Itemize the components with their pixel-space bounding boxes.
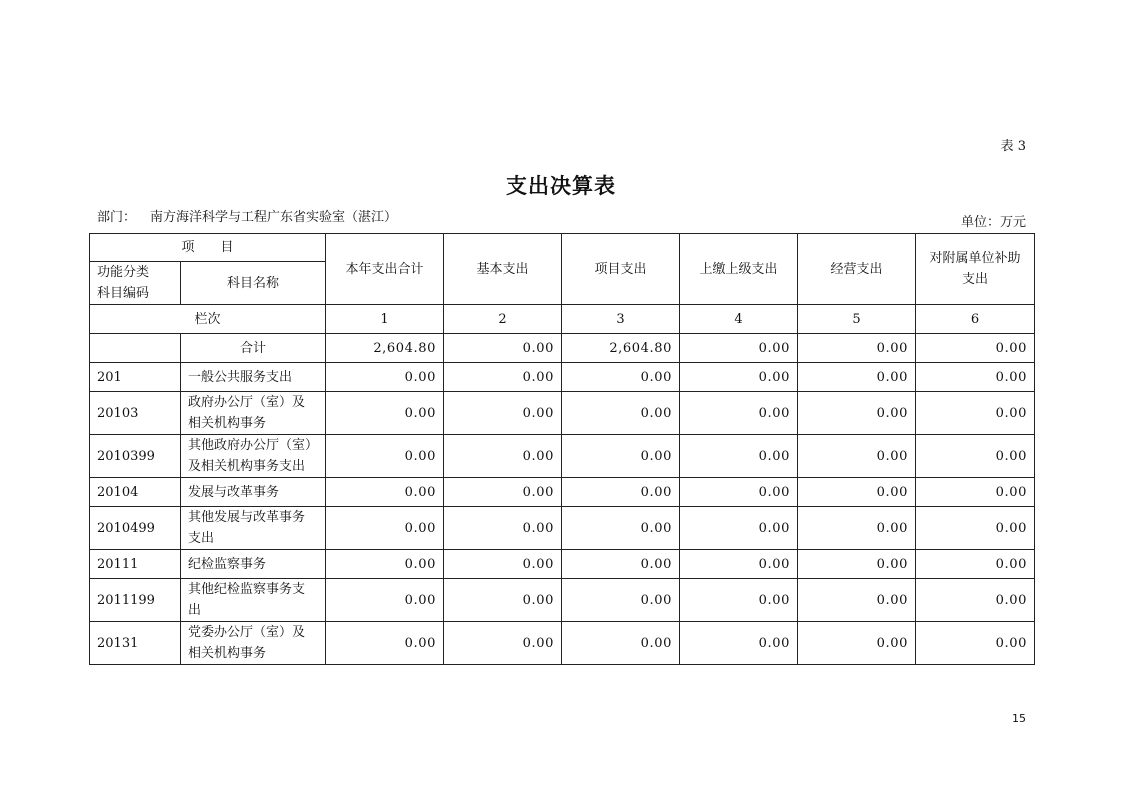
row-value: 0.00 (562, 435, 680, 478)
column-number: 5 (798, 305, 916, 334)
row-value: 0.00 (680, 550, 798, 579)
row-subject-name: 其他发展与改革事务 支出 (181, 507, 326, 550)
row-value: 0.00 (562, 550, 680, 579)
row-value: 0.00 (326, 579, 444, 622)
row-value: 0.00 (444, 550, 562, 579)
row-value: 0.00 (680, 622, 798, 665)
table-row (90, 363, 1035, 392)
header-col: 对附属单位补助 支出 (916, 234, 1035, 305)
row-value: 0.00 (798, 507, 916, 550)
header-col: 本年支出合计 (326, 234, 444, 305)
row-value: 0.00 (562, 579, 680, 622)
row-value: 0.00 (326, 363, 444, 392)
total-value: 2,604.80 (562, 334, 680, 363)
column-number: 4 (680, 305, 798, 334)
header-col: 上缴上级支出 (680, 234, 798, 305)
department-name: 南方海洋科学与工程广东省实验室（湛江） (150, 210, 398, 225)
row-code: 20111 (90, 550, 181, 579)
header-col: 基本支出 (444, 234, 562, 305)
row-subject-name: 发展与改革事务 (181, 478, 326, 507)
table-row (90, 435, 1035, 478)
department-line (97, 206, 397, 225)
column-number: 6 (916, 305, 1035, 334)
row-value: 0.00 (326, 550, 444, 579)
row-value: 0.00 (680, 579, 798, 622)
row-value: 0.00 (916, 622, 1035, 665)
row-value: 0.00 (444, 622, 562, 665)
row-code: 201 (90, 363, 181, 392)
row-value: 0.00 (326, 435, 444, 478)
header-row-1 (90, 234, 1035, 262)
row-value: 0.00 (562, 392, 680, 435)
row-value: 0.00 (326, 622, 444, 665)
table-row (90, 579, 1035, 622)
row-value: 0.00 (916, 363, 1035, 392)
row-value: 0.00 (444, 579, 562, 622)
header-func-code: 功能分类 科目编码 (90, 262, 181, 305)
row-subject-name: 政府办公厅（室）及 相关机构事务 (181, 392, 326, 435)
page-number: 15 (1012, 712, 1026, 725)
total-code-cell (90, 334, 181, 363)
row-subject-name: 纪检监察事务 (181, 550, 326, 579)
row-code: 2010399 (90, 435, 181, 478)
row-value: 0.00 (798, 579, 916, 622)
column-number: 2 (444, 305, 562, 334)
row-code: 2011199 (90, 579, 181, 622)
row-value: 0.00 (326, 478, 444, 507)
row-code: 20103 (90, 392, 181, 435)
header-col: 经营支出 (798, 234, 916, 305)
row-subject-name: 党委办公厅（室）及 相关机构事务 (181, 622, 326, 665)
row-code: 20131 (90, 622, 181, 665)
row-value: 0.00 (680, 392, 798, 435)
header-col: 项目支出 (562, 234, 680, 305)
column-number: 1 (326, 305, 444, 334)
row-value: 0.00 (680, 507, 798, 550)
row-value: 0.00 (326, 507, 444, 550)
row-value: 0.00 (680, 478, 798, 507)
row-value: 0.00 (444, 363, 562, 392)
department-label: 部门： (97, 210, 137, 225)
row-value: 0.00 (798, 435, 916, 478)
total-label: 合计 (181, 334, 326, 363)
row-value: 0.00 (798, 550, 916, 579)
row-value: 0.00 (562, 478, 680, 507)
row-value: 0.00 (916, 507, 1035, 550)
row-value: 0.00 (916, 478, 1035, 507)
table-row (90, 478, 1035, 507)
total-value: 0.00 (916, 334, 1035, 363)
unit-label: 单位：万元 (960, 215, 1026, 230)
total-value: 0.00 (680, 334, 798, 363)
column-number: 3 (562, 305, 680, 334)
row-value: 0.00 (798, 478, 916, 507)
row-value: 0.00 (798, 392, 916, 435)
page-title: 支出决算表 (506, 173, 616, 198)
row-value: 0.00 (444, 392, 562, 435)
table-row (90, 550, 1035, 579)
row-value: 0.00 (798, 622, 916, 665)
row-value: 0.00 (916, 579, 1035, 622)
table-number: 表 3 (1000, 139, 1026, 154)
row-subject-name: 其他政府办公厅（室） 及相关机构事务支出 (181, 435, 326, 478)
row-value: 0.00 (916, 550, 1035, 579)
total-value: 0.00 (798, 334, 916, 363)
row-value: 0.00 (680, 435, 798, 478)
row-value: 0.00 (444, 435, 562, 478)
row-subject-name: 其他纪检监察事务支 出 (181, 579, 326, 622)
row-value: 0.00 (326, 392, 444, 435)
column-index-row (90, 305, 1035, 334)
row-value: 0.00 (562, 507, 680, 550)
row-value: 0.00 (562, 363, 680, 392)
expense-table (89, 233, 1035, 665)
row-value: 0.00 (680, 363, 798, 392)
header-subject-name: 科目名称 (181, 262, 326, 305)
row-value: 0.00 (444, 507, 562, 550)
row-index-label: 栏次 (90, 305, 326, 334)
row-code: 2010499 (90, 507, 181, 550)
row-subject-name: 一般公共服务支出 (181, 363, 326, 392)
total-row (90, 334, 1035, 363)
row-value: 0.00 (798, 363, 916, 392)
total-value: 2,604.80 (326, 334, 444, 363)
header-project: 项 目 (90, 234, 326, 262)
row-value: 0.00 (916, 392, 1035, 435)
table-row (90, 507, 1035, 550)
table-row (90, 622, 1035, 665)
row-value: 0.00 (916, 435, 1035, 478)
row-code: 20104 (90, 478, 181, 507)
row-value: 0.00 (562, 622, 680, 665)
table-row (90, 392, 1035, 435)
row-value: 0.00 (444, 478, 562, 507)
total-value: 0.00 (444, 334, 562, 363)
